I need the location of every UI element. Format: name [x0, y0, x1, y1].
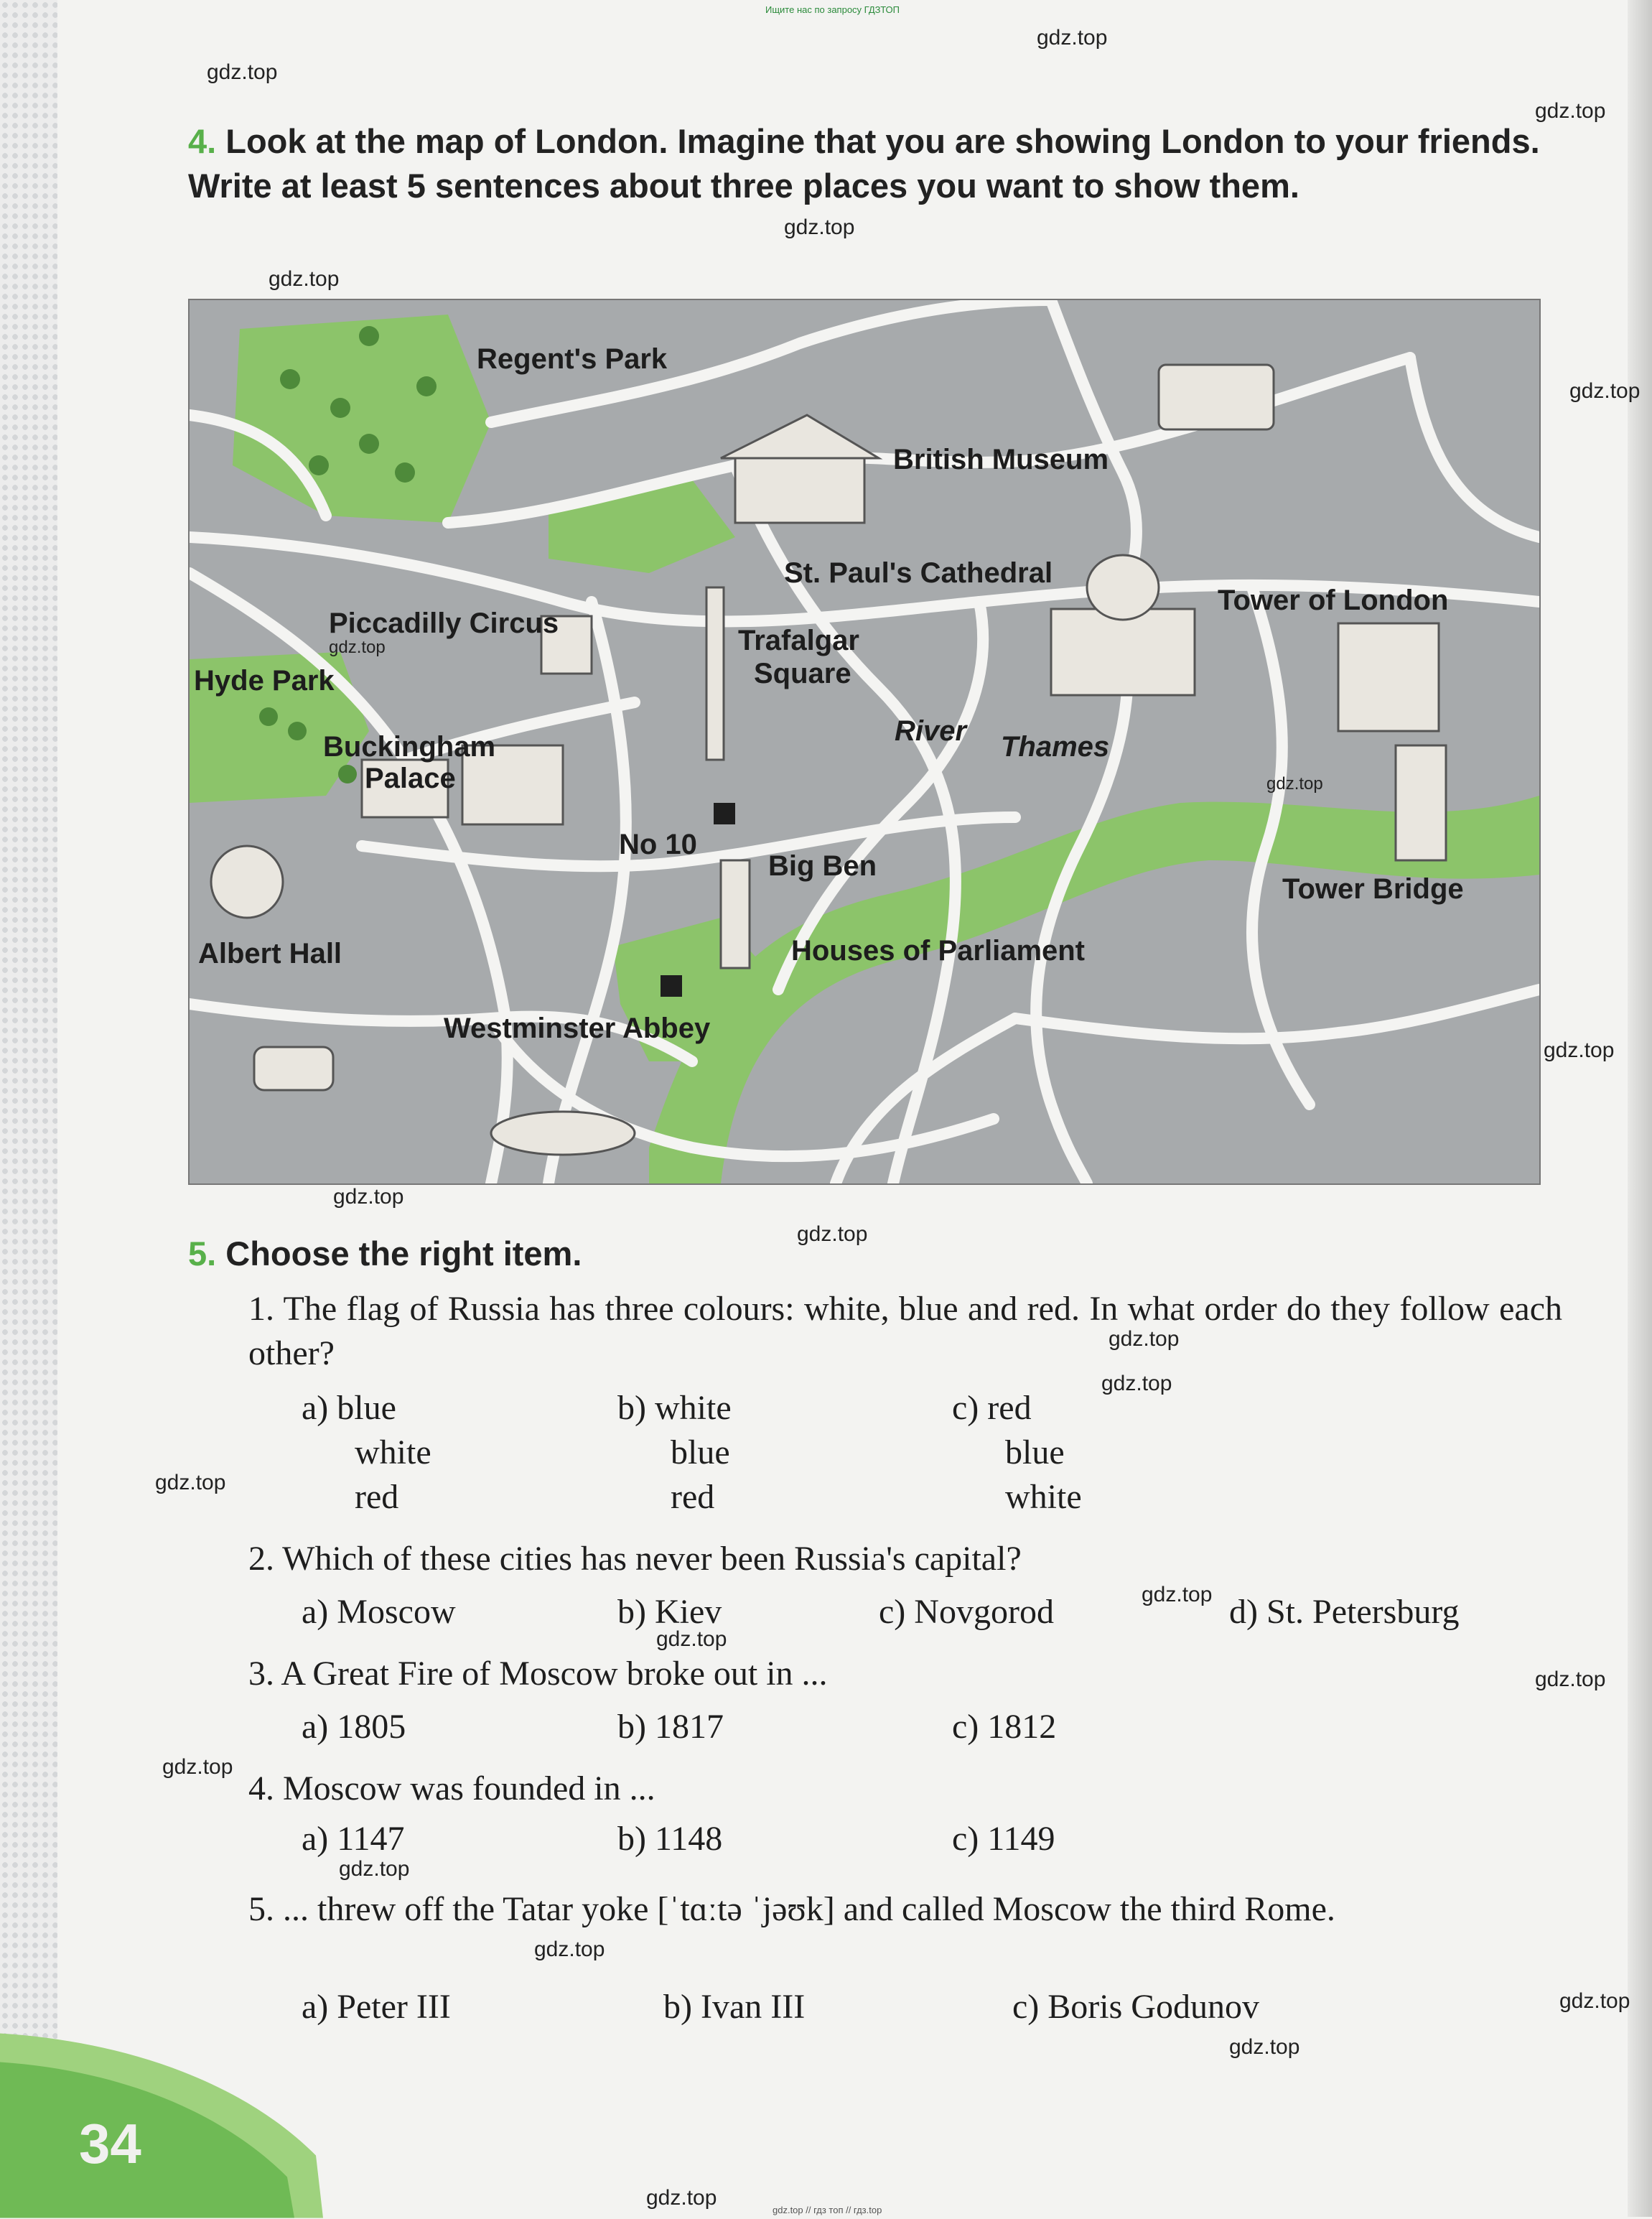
- watermark: gdz.top: [1101, 1372, 1172, 1395]
- answer-line: blue: [671, 1433, 730, 1471]
- watermark: gdz.top: [329, 638, 386, 657]
- watermark: gdz.top: [207, 60, 278, 84]
- answer-option: a) 1147: [302, 1820, 405, 1858]
- map-label-thames: Thames: [1001, 731, 1110, 763]
- answer-option: a) Peter III: [302, 1988, 451, 2026]
- watermark: gdz.top: [1142, 1583, 1213, 1606]
- watermark: gdz.top: [1544, 1038, 1615, 1062]
- answer-option: c) 1812: [952, 1708, 1057, 1746]
- task-number: 4.: [188, 122, 217, 160]
- top-banner: Ищите нас по запросу ГДЗТОП: [765, 4, 900, 15]
- task-4-instruction: [188, 119, 1559, 208]
- map-label-piccadilly-circus: Piccadilly Circus: [329, 608, 559, 639]
- map-label-river: River: [895, 715, 967, 747]
- answer-option: c) 1149: [952, 1820, 1055, 1858]
- map-label-albert-hall: Albert Hall: [198, 938, 342, 969]
- answer-option: a) Moscow: [302, 1593, 456, 1631]
- map-label-hyde-park: Hyde Park: [194, 665, 335, 697]
- answer-line: red: [355, 1478, 399, 1516]
- answer-option: b) 1148: [617, 1820, 723, 1858]
- london-map: [188, 299, 1541, 1185]
- map-label-square: Square: [754, 658, 851, 689]
- answer-line: blue: [1005, 1433, 1065, 1471]
- map-label-westminster-abbey: Westminster Abbey: [444, 1013, 711, 1044]
- map-label-palace: Palace: [365, 763, 456, 794]
- watermark: gdz.top: [656, 1627, 727, 1651]
- map-label-british-museum: British Museum: [893, 444, 1109, 475]
- question-5: 5. ... threw off the Tatar yoke [ˈtɑːtə ˈjəʊk] and called Moscow the third Rome.: [248, 1890, 1335, 1928]
- answer-option: b) Ivan III: [663, 1988, 806, 2026]
- watermark: gdz.top: [155, 1471, 226, 1494]
- watermark: gdz.top: [339, 1857, 410, 1881]
- map-label-big-ben: Big Ben: [768, 850, 877, 882]
- page-corner-decoration: [0, 2032, 330, 2219]
- watermark: gdz.top: [333, 1185, 404, 1209]
- watermark: gdz.top: [1037, 26, 1108, 50]
- question-4: 4. Moscow was founded in ...: [248, 1769, 655, 1808]
- answer-option: a) 1805: [302, 1708, 406, 1746]
- watermark: gdz.top: [1535, 1667, 1606, 1691]
- page-edge-pattern: [0, 0, 57, 2217]
- watermark: gdz.top: [1229, 2035, 1300, 2059]
- answer-option: b) white: [617, 1389, 732, 1427]
- question-1: 1. The flag of Russia has three colours: white, blue and red. In what order do they follow each other?: [248, 1290, 1562, 1372]
- map-label-no-10: No 10: [619, 829, 697, 860]
- task-title: Choose the right item.: [225, 1234, 582, 1273]
- bottom-banner: gdz.top // гдз топ // гдз.top: [773, 2205, 882, 2215]
- watermark: gdz.top: [1559, 1989, 1630, 2013]
- answer-option: c) red: [952, 1389, 1032, 1427]
- map-label-buckingham: Buckingham: [323, 731, 496, 763]
- question-2: 2. Which of these cities has never been Russia's capital?: [248, 1540, 1022, 1578]
- answer-line: red: [671, 1478, 715, 1516]
- watermark: gdz.top: [1266, 774, 1323, 794]
- map-label-houses-of-parliament: Houses of Parliament: [791, 935, 1086, 967]
- watermark: gdz.top: [534, 1937, 605, 1961]
- task-number: 5.: [188, 1234, 217, 1273]
- watermark: gdz.top: [162, 1755, 233, 1779]
- map-label-st-pauls-cathedral: St. Paul's Cathedral: [784, 557, 1053, 589]
- watermark: gdz.top: [784, 215, 855, 239]
- question-3: 3. A Great Fire of Moscow broke out in ...: [248, 1655, 828, 1693]
- answer-option: b) Kiev: [617, 1593, 722, 1631]
- task-text: Look at the map of London. Imagine that you are showing London to your friends. Write at least 5 sentences about three places you want to show them.: [188, 122, 1540, 205]
- watermark: gdz.top: [646, 2186, 717, 2210]
- map-label-tower-bridge: Tower Bridge: [1282, 873, 1464, 905]
- task-5-heading: [188, 1232, 582, 1276]
- watermark: gdz.top: [1535, 99, 1606, 123]
- map-label-trafalgar: Trafalgar: [738, 625, 859, 656]
- watermark: gdz.top: [1569, 379, 1641, 403]
- answer-line: white: [355, 1433, 431, 1471]
- map-label-regents-park: Regent's Park: [477, 343, 668, 375]
- page-binding-shadow: [1628, 0, 1652, 2217]
- watermark: gdz.top: [797, 1222, 868, 1246]
- page-number: 34: [79, 2112, 141, 2175]
- answer-option: b) 1817: [617, 1708, 724, 1746]
- answer-option: d) St. Petersburg: [1229, 1593, 1460, 1631]
- answer-option: c) Boris Godunov: [1012, 1988, 1259, 2026]
- watermark: gdz.top: [1109, 1327, 1180, 1351]
- answer-line: white: [1005, 1478, 1082, 1516]
- map-label-tower-of-london: Tower of London: [1218, 585, 1449, 616]
- answer-option: a) blue: [302, 1389, 396, 1427]
- watermark: gdz.top: [269, 267, 340, 291]
- answer-option: c) Novgorod: [879, 1593, 1054, 1631]
